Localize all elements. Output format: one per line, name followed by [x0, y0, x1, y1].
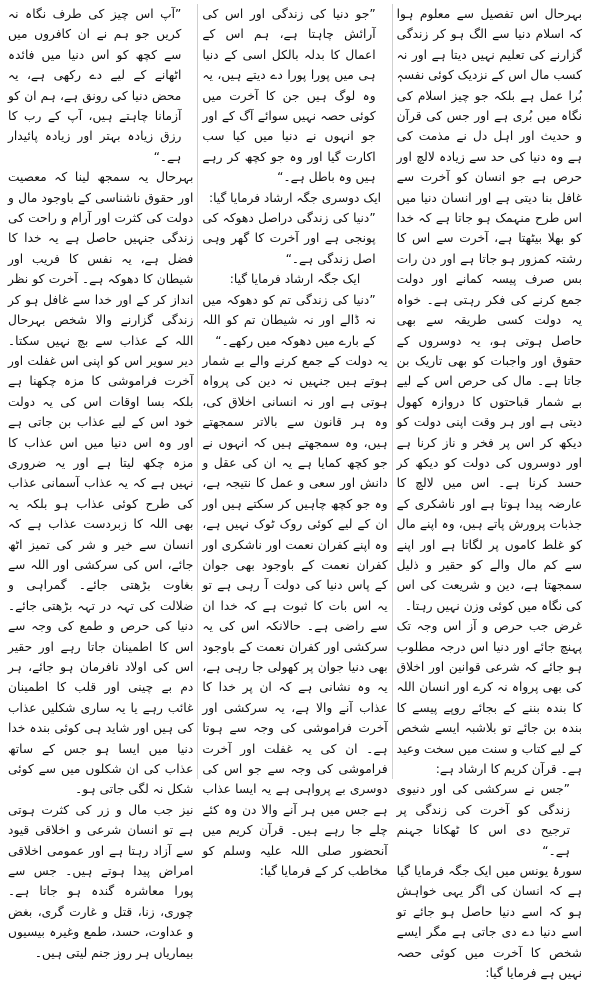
column-right [393, 4, 586, 981]
paragraph: بہرحال اس تفصیل سے معلوم ہوا کہ اسلام دنیا سے الگ ہو کر زندگی گزارنے کی تعلیم نہیں دیتا ہے اور نہ کسب مال اس کے نزدیک کوئی نفسہٖ بُرا عمل ہے بلکہ جو چیز اسلام کی نگاہ میں بُری ہے اور جس کی قرآن و حدیث اور اہل دل نے مذمت کی ہے وہ دنیا کی حد سے زیادہ لالچ اور حرص ہے جو انسان کو آخرت سے غافل بنا دیتی ہے اور انسان دنیا میں اس طرح منہمک ہو جاتا ہے کہ خدا کو بھلا بیٹھتا ہے، آخرت سے اس کا رشتہ کمزور ہو جاتا ہے اور دن رات بس صرف پیسہ کمانے اور دولت جمع کرنے کی فکر رہتی ہے۔ خواہ یہ دولت کسی طریقہ سے بھی حاصل ہوتی ہو، یہ دوسروں کے حقوق اور واجبات کو بھی تاریک بن جاتا ہے۔ مال کی حرص اس کے لیے بے شمار قباحتوں کا دروازہ کھول دیتی ہے اور ہر وقت اپنی دولت کو دیکھ کر اس پر فخر و ناز کرنا ہے اور دوسروں کی دولت کو دیکھ کر حسد کرنا ہے۔ اس میں لالچ کا عارضہ پیدا ہوتا ہے اور ناشکری کے جذبات پرورش پاتے ہیں، وہ اپنے مال کو غلط کاموں پر لگاتا ہے اور اپنے سے کم مال والے کو حقیر و ذلیل سمجھتا ہے، دین و شریعت کی اس کی نگاہ میں کوئی وزن نہیں رہتا۔ [396, 7, 582, 613]
column-middle [198, 4, 391, 879]
paragraph: سورۂ یونس میں ایک جگہ فرمایا گیا ہے کہ انسان کی اگر یہی خواہش ہو کہ اسے دنیا حاصل ہو جائے تو اسے دنیا دے دی جاتی ہے مگر ایسے شخص کا آخرت میں کوئی حصہ نہیں ہے فرمایا گیا: [396, 864, 582, 981]
paragraph: بہرحال یہ سمجھ لینا کہ معصیت اور حقوق ناشناسی کے باوجود مال و دولت کی کثرت اور آرام و راحت کی زندگی جنہیں حاصل ہے یہ خدا کا فضل ہے، یہ نفس کا فریب اور شیطان کا دھوکہ ہے۔ آخرت کو نظر انداز کر کے اور خدا سے غافل ہو کر زندگی گزارنے والا شخص بہرحال اللہ کے عذاب سے بچ نہیں سکتا۔ دیر سویر اس کو اپنی اس غفلت اور آخرت فراموشی کا مزہ چکھنا ہے بلکہ بسا اوقات اس کی یہ دولت خود اس کے لیے عذاب بن جاتی ہے اور وہ اس دنیا میں اس عذاب کا مزہ چکھ لیتا ہے اور یہ ضروری نہیں ہے کہ یہ عذاب آسمانی عذاب کی طرح کوئی عذاب ہو بلکہ یہ بھی اللہ کا زبردست عذاب ہے کہ انسان سے خیر و شر کی تمیز اٹھ جائے، اس کی سرکشی اور اللہ سے بغاوت بڑھتی جائے۔ گمراہی و ضلالت کی تہہ در تہہ بڑھتی جائے۔ دنیا کی حرص و طمع کی وجہ سے اس کا اطمینان جاتا رہے اور حقیر اس کی اولاد نافرمان ہو جائے، ہر دم بے چینی اور قلب کا اطمینان غائب رہے یا یہ ساری شکلیں عذاب کی ہیں اور شاید ہی کوئی بندہ خدا دنیا میں ایسا ہو جس کے ساتھ عذاب کی ان شکلوں میں سے کوئی شکل نہ لگی جاتی ہو۔ [8, 170, 194, 797]
quote-paragraph: ”دنیا کی زندگی دراصل دھوکہ کی پونجی ہے اور آخرت کا گھر وہی اصل زندگی ہے۔“ [202, 211, 376, 266]
subheading: ایک جگہ ارشاد فرمایا گیا: [229, 272, 361, 287]
paragraph: غرض جب حرص و آز اس وجہ تک پہنچ جائے اور دنیا اس درجہ مطلوب ہو جائے کہ شرعی قوانین اور اخلاق کی بھی پرواہ نہ کرے اور انسان اللہ کا بندہ بننے کے بجائے روپے پیسے کا بندہ بن جائے تو بلاشبہ ایسے شخص کے لیے کتاب و سنت میں سخت وعید ہے۔ قرآن کریم کا ارشاد ہے: [396, 619, 582, 777]
subheading: ایک دوسری جگہ ارشاد فرمایا گیا: [208, 190, 382, 205]
quote-paragraph: ”جو دنیا کی زندگی اور اس کی آرائش چاہتا ہے، ہم اس کے اعمال کا بدلہ بالکل اسی کے دنیا ہی میں پورا پورا دے دیتے ہیں، یہ وہ لوگ ہیں جن کا آخرت میں کوئی حصہ نہیں سوائے آگ کے اور جو انہوں نے دنیا میں کیا سب اکارت گیا اور وہ جو کچھ کر رہے ہیں وہ باطل ہے۔“ [202, 7, 376, 185]
column-left [4, 4, 197, 960]
paragraph: یہ دولت کے جمع کرنے والے بے شمار ہوتے ہیں جنہیں نہ دین کی پرواہ ہوتی ہے اور نہ انسانی اخلاق کی، وہ ہر قانون سے بالاتر سمجھتے ہیں، وہ سمجھتے ہیں کہ انہوں نے جو کچھ کمایا ہے یہ ان کی عقل و دانش اور سعی و عمل کا نتیجہ ہے، وہ جو کچھ چاہیں کر سکتے ہیں اور ان کے لیے کوئی روک ٹوک نہیں ہے، وہ اپنے کفران نعمت اور ناشکری اور کفران نعمت کے باوجود بھی جوان کے پاس دنیا کی دولت آ رہی ہے تو یہ اس بات کا ثبوت ہے کہ خدا ان سے راضی ہے۔ حالانکہ اس کی یہ سرکشی اور کفران نعمت کے باوجود بھی دنیا جوان پر کھولی جا رہی ہے، یہ وہ نشانی ہے کہ ان پر خدا کا عذاب آنے والا ہے، یہ سرکشی اور آخرت فراموشی کی وجہ سے ہوتا ہے۔ ان کی یہ غفلت اور آخرت فراموشی کی وجہ سے جو اس کی دوسری بے پرواہی ہے یہ ایسا عذاب ہے جس میں ہر آنے والا دن وہ کئے چلے جا رہے ہیں۔ قرآن کریم میں آنحضور صلی اللہ علیہ وسلم کو مخاطب کر کے فرمایا گیا: [202, 353, 388, 879]
quote-paragraph: ”آپ اس چیز کی طرف نگاہ نہ کریں جو ہم نے ان کافروں میں سے کچھ کو اس دنیا میں فائدہ اٹھانے کے لیے دے رکھی ہے، یہ محض دنیا کی رونق ہے، ہم ان کو آزمانا چاہتے ہیں، آپ کے رب کا رزق زیادہ بہتر اور زیادہ پائیدار ہے۔“ [8, 7, 182, 164]
paragraph: نیز جب مال و زر کی کثرت ہوتی ہے تو انسان شرعی و اخلاقی قیود سے آزاد رہتا ہے اور عمومی اخلاقی امراض پیدا ہوتے ہیں۔ جس سے پورا معاشرہ گندہ ہو جاتا ہے۔ چوری، زنا، قتل و غارت گری، بغض و عداوت، حسد، طمع وغیرہ بیسیوں بیماریاں ہر روز جنم لیتی ہیں۔ [8, 802, 194, 960]
text-columns [4, 4, 586, 981]
quote-paragraph: ”دنیا کی زندگی تم کو دھوکہ میں نہ ڈالے اور نہ شیطان تم کو اللہ کے بارے میں دھوکہ میں رکھے۔“ [202, 292, 376, 348]
quote-paragraph: ”جس نے سرکشی کی اور دنیوی زندگی کو آخرت کی زندگی پر ترجیح دی اس کا ٹھکانا جہنم ہے۔“ [396, 782, 570, 858]
